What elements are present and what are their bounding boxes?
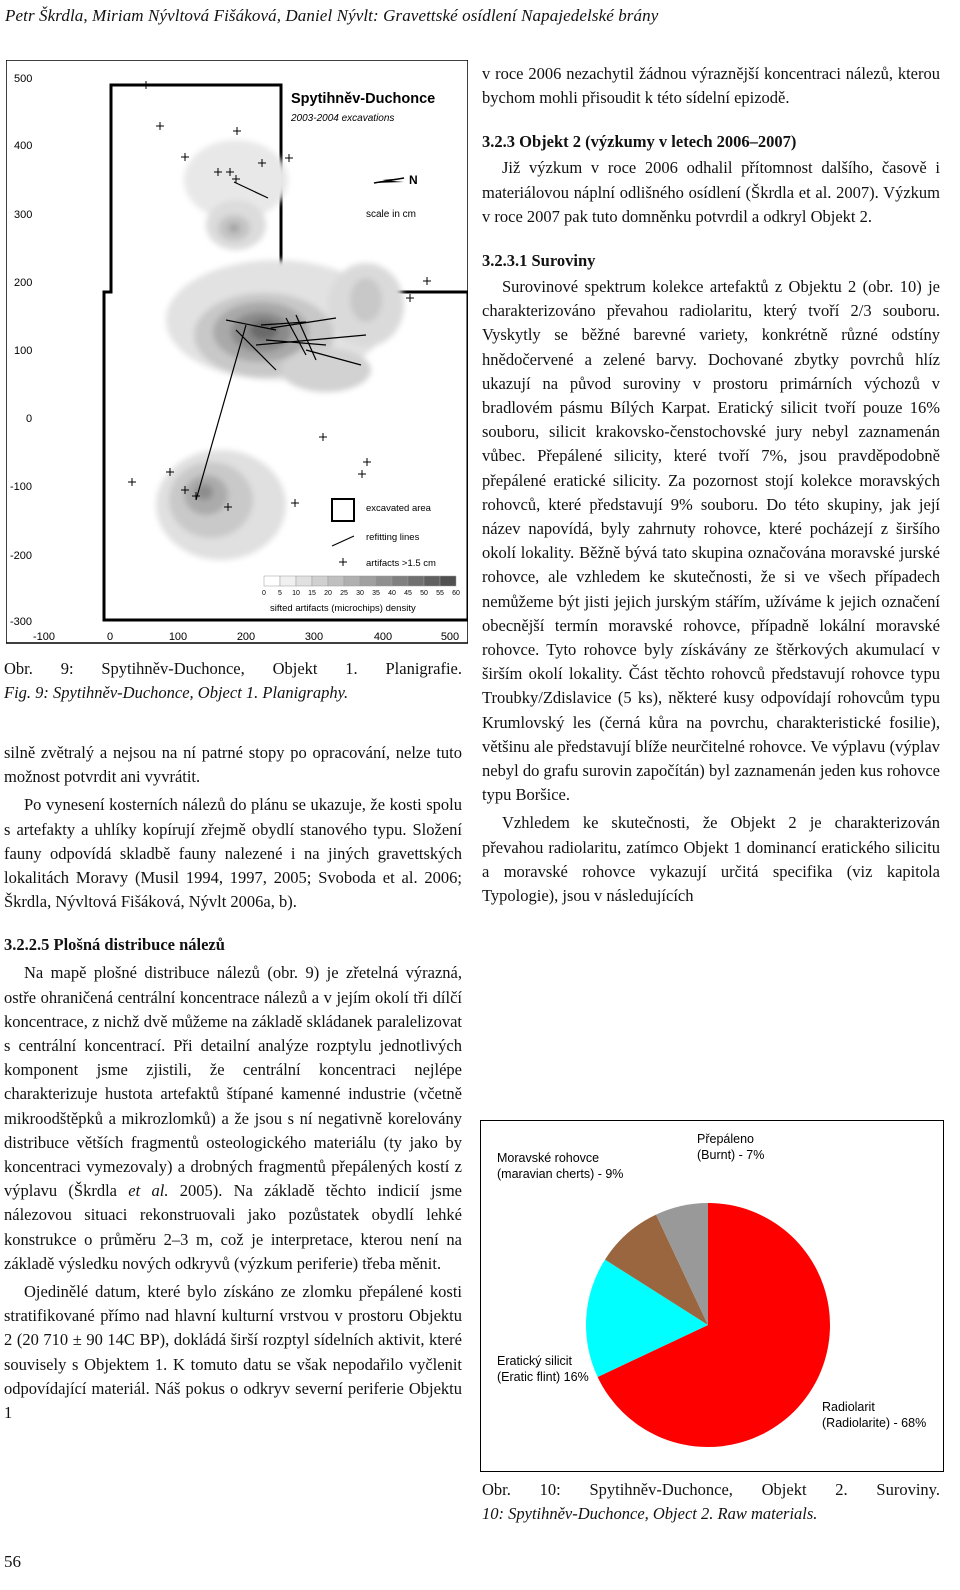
svg-text:300: 300 <box>14 209 33 221</box>
svg-text:-100: -100 <box>10 481 33 493</box>
label-burnt-cz: Přepáleno <box>697 1132 754 1146</box>
figure-10-caption <box>482 1478 940 1526</box>
svg-text:0: 0 <box>26 413 33 425</box>
svg-text:100: 100 <box>14 345 33 357</box>
north-label: N <box>409 173 418 187</box>
svg-text:0: 0 <box>106 631 114 643</box>
right-paragraph-4: Vzhledem ke skutečnosti, že Objekt 2 je charakterizován převahou radiolaritu, zatímco Objekt 1 dominancí eratického silicitu a moravské rohovce vykazují určitá specifika (viz kapitola Typologie), jsou v následujících <box>482 813 940 906</box>
scale-note: scale in cm <box>366 209 417 220</box>
svg-text:excavated area: excavated area <box>366 503 431 514</box>
svg-text:0: 0 <box>262 590 266 597</box>
svg-text:30: 30 <box>356 590 364 597</box>
svg-text:sifted artifacts (microchips): sifted artifacts (microchips) density <box>270 603 416 614</box>
svg-text:35: 35 <box>372 590 380 597</box>
section-heading-3-2-2-5: 3.2.2.5 Plošná distribuce nálezů <box>4 935 225 955</box>
svg-text:400: 400 <box>14 140 33 152</box>
left-paragraph-4: Ojedinělé datum, které bylo získáno ze zlomku přepálené kosti stratifikované přímo nad hlavní kulturní vrstvou v prostoru Objektu 2 (20 710 ± 90 14C BP), dokládá širší rozptyl sídelních aktivit, které souvisely s Objektem 1. K tomuto datu se však nepodařilo vyčlenit odpovídající materiál. Náš pokus o odkryv severní periferie Objektu 1 <box>4 1282 462 1423</box>
section-heading-3-2-3-1: 3.2.3.1 Suroviny <box>482 251 596 271</box>
svg-text:20: 20 <box>324 590 332 597</box>
section-heading-3-2-3: 3.2.3 Objekt 2 (výzkumy v letech 2006–2007) <box>482 132 797 152</box>
label-burnt-en: (Burnt) - 7% <box>697 1148 765 1162</box>
svg-text:500: 500 <box>14 73 33 85</box>
svg-text:artifacts >1.5 cm: artifacts >1.5 cm <box>366 558 436 569</box>
svg-text:45: 45 <box>404 590 412 597</box>
figure-10-pie-chart <box>480 1120 944 1472</box>
svg-text:15: 15 <box>308 590 316 597</box>
svg-text:200: 200 <box>14 277 33 289</box>
svg-text:55: 55 <box>436 590 444 597</box>
running-header: Petr Škrdla, Miriam Nývltová Fišáková, Daniel Nývlt: Gravettské osídlení Napajedelské brány <box>5 6 659 25</box>
svg-text:500: 500 <box>440 631 460 643</box>
left-paragraph-2: Po vynesení kosterních nálezů do plánu se ukazuje, že kosti spolu s artefakty a uhlíky kopírují zřejmě obydlí stanového typu. Složení fauny odpovídá skladbě fauny nalezené i na jiných gravettských lokalitách Moravy (Musil 1994, 1997, 2005; Svoboda et al. 2006; Škrdla, Nývltová Fišáková, Nývlt 2006a, b). <box>4 795 462 912</box>
svg-text:-200: -200 <box>10 550 33 562</box>
figure-9-caption-en: Fig. 9: Spytihněv-Duchonce, Object 1. Planigraphy. <box>4 683 349 702</box>
figure-9-planigraphy <box>6 60 468 650</box>
label-radiolarite-en: (Radiolarite) - 68% <box>822 1416 927 1430</box>
left-column <box>4 741 462 1425</box>
svg-text:200: 200 <box>236 631 256 643</box>
right-column <box>482 62 940 908</box>
svg-text:100: 100 <box>168 631 188 643</box>
svg-text:10: 10 <box>292 590 300 597</box>
svg-text:60: 60 <box>452 590 460 597</box>
map-title: Spytihněv-Duchonce <box>291 91 436 107</box>
label-moravian-en: (maravian cherts) - 9% <box>497 1167 624 1181</box>
right-paragraph-1: v roce 2006 nezachytil žádnou výraznější koncentraci nálezů, kterou bychom mohli přisoudit k této sídelní epizodě. <box>482 64 940 108</box>
svg-text:400: 400 <box>373 631 393 643</box>
right-paragraph-2: Již výzkum v roce 2006 odhalil přítomnost dalšího, časově i materiálovou náplní odlišného osídlení (Škrdla et al. 2007). Výzkum v roce 2007 pak tuto domněnku potvrdil a odkryl Objekt 2. <box>482 158 940 226</box>
svg-text:300: 300 <box>304 631 324 643</box>
svg-text:50: 50 <box>420 590 428 597</box>
figure-9-caption <box>4 657 462 705</box>
pie-slices <box>586 1203 830 1447</box>
svg-text:-300: -300 <box>10 616 33 628</box>
left-paragraph-1: silně zvětralý a nejsou na ní patrné stopy po opracování, nelze tuto možnost potvrdit ani vyvrátit. <box>4 743 462 787</box>
svg-text:5: 5 <box>278 590 282 597</box>
page-number: 56 <box>4 1552 21 1571</box>
figure-10-caption-cz: Obr. 10: Spytihněv-Duchonce, Objekt 2. Suroviny. <box>482 1480 940 1499</box>
label-moravian-cz: Moravské rohovce <box>497 1151 600 1165</box>
label-eratic-cz: Eratický silicit <box>497 1354 573 1368</box>
svg-text:25: 25 <box>340 590 348 597</box>
svg-text:refitting lines: refitting lines <box>366 532 420 543</box>
right-paragraph-3: Surovinové spektrum kolekce artefaktů z Objektu 2 (obr. 10) je charakterizováno převahou radiolaritu, který tvoří 2/3 souboru. Vyskytly se běžné barevné variety, konkrétně různé odstíny hnědočervené a zelené barvy. Dochované zbytky povrchů hlíz ukazují na původ suroviny v prostoru primárních výchozů v bradlovém pásmu Bílých Karpat. Eratický silicit tvoří pouze 16% souboru, silicit krakovsko-čenstochovské jury nebyl zaznamenán vůbec. Přepálené silicity, které tvoří 7%, jsou pravděpodobně přepálené eratické silicity. Za pozornost stojí kolekce moravských rohovců, které představují 9% souboru. Do této skupiny, jak její název napovídá, byly zahrnuty rohovce, které pocházejí z širšího okolí lokality. Běžně bývá tato skupina označována moravské jurské rohovce, ale vzhledem ke skutečnosti, že si ve všech případech nemůžeme být jisti jejich jurským stářím, užíváme k jejich označení obecnější termín moravské rohovce, případně lokální moravské rohovce. Tyto rohovce byly získávány ze štěrkových akumulací v širším okolí lokality. Část těchto rohovců představují rohovce typu Troubky/Zdislavice (5 ks), některé kusy odpovídají rohovcům typu Krumlovský les (černá kůra na povrchu, charakteristické fosilie), většinu ale představují blíže neurčitelné rohovce. Ve výplavu (výplav nebyl do grafu surovin započítán) byl zaznamenán jeden kus rohovce typu Boršice. <box>482 277 940 805</box>
label-eratic-en: (Eratic flint) 16% <box>497 1370 589 1384</box>
label-radiolarite-cz: Radiolarit <box>822 1400 875 1414</box>
svg-text:-100: -100 <box>32 631 56 643</box>
figure-9-caption-cz: Obr. 9: Spytihněv-Duchonce, Objekt 1. Planigrafie. <box>4 659 462 678</box>
figure-10-caption-en: 10: Spytihněv-Duchonce, Object 2. Raw materials. <box>482 1504 818 1523</box>
svg-text:40: 40 <box>388 590 396 597</box>
left-paragraph-3: Na mapě plošné distribuce nálezů (obr. 9) je zřetelná výrazná, ostře ohraničená centrální koncentrace nálezů a v jejím okolí tři dílčí koncentrace, z nichž dvě můžeme na základě skládanek paralelizovat s centrální koncentrací. Při detailní analýze rozptylu jednotlivých komponent jsme zjistili, že centrální koncentraci nejlépe charakterizuje hustota artefaktů štípané kamenné industrie (včetně mikroodštěpků a mikrozlomků) a že jsou s ní negativně korelovány distribuce větších fragmentů osteologického materiálu (ty jako by koncentraci vymezovaly) a drobných fragmentů přepálených kostí z výplavu (Škrdla et al. 2005). Na základě těchto indicií jsme nálezovou situaci rekonstruovali jako pozůstatek obydlí lehké konstrukce o průměru 2–3 m, což je interpretace, kterou není na základě výsledku nových odkryvů (výzkum periferie) třeba měnit. <box>4 963 462 1273</box>
map-subtitle: 2003-2004 excavations <box>291 113 395 124</box>
